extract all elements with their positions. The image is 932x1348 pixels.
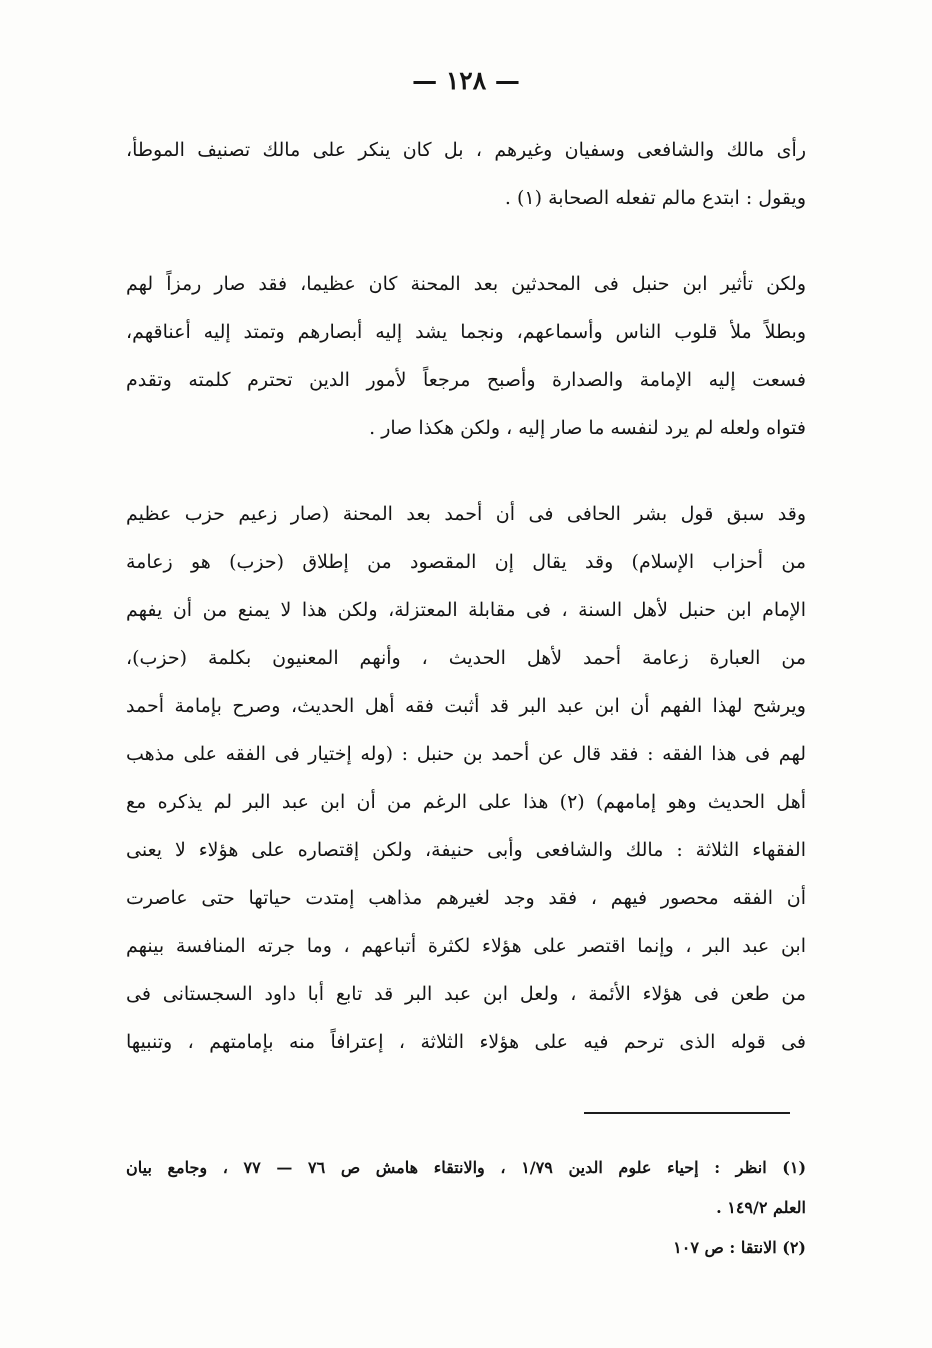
paragraph-1	[126, 126, 806, 222]
text-line: وبطلاً ملأ قلوب الناس وأسماعهم، ونجما يشد إليه أبصارهم وتمتد إليه أعناقهم،	[126, 321, 806, 343]
footnote-1-line-2: العلم ١٤٩/٢ .	[716, 1198, 806, 1217]
text-line: ولكن تأثير ابن حنبل فى المحدثين بعد المحنة كان عظيما، فقد صار رمزاً لهم	[126, 273, 806, 295]
body-text	[126, 126, 806, 1066]
text-line: من العبارة زعامة أحمد لأهل الحديث ، وأنهم المعنيون بكلمة (حزب)،	[126, 647, 806, 669]
text-line: أهل الحديث وهو إمامهم) (٢) هذا على الرغم من أن ابن عبد البر لم يذكره مع	[126, 791, 806, 813]
text-line: لهم فى هذا الفقه : فقد قال عن أحمد بن حنبل : (وله إختيار فى الفقه على مذهب	[126, 743, 806, 765]
paragraph-2	[126, 260, 806, 452]
footnote-1-line-1: (١) انظر : إحياء علوم الدين ١/٧٩ ، والانتقاء هامش ص ٧٦ — ٧٧ ، وجامع بيان	[126, 1158, 806, 1177]
paragraph-gap	[126, 222, 806, 260]
paragraph-3	[126, 490, 806, 1066]
text-line: من أحزاب الإسلام) وقد يقال إن المقصود من إطلاق (حزب) هو زعامة	[126, 551, 806, 573]
text-line: أن الفقه محصور فيهم ، فقد وجد لغيرهم مذاهب إمتدت حياتها حتى عاصرت	[126, 887, 806, 909]
text-line: فسعت إليه الإمامة والصدارة وأصبح مرجعاً لأمور الدين تحترم كلمته وتقدم	[126, 369, 806, 391]
text-line: من طعن فى هؤلاء الأئمة ، ولعل ابن عبد البر قد تابع أبا داود السجستانى فى	[126, 983, 806, 1005]
text-line: ويقول : ابتدع مالم تفعله الصحابة (١) .	[504, 187, 806, 209]
text-line: الفقهاء الثلاثة : مالك والشافعى وأبى حنيفة، ولكن إقتصاره على هؤلاء لا يعنى	[126, 839, 806, 861]
text-line: ابن عبد البر ، وإنما اقتصر على هؤلاء لكثرة أتباعهم ، وما جرته المنافسة بينهم	[126, 935, 806, 957]
text-line: فتواه ولعله لم يرد لنفسه ما صار إليه ، ولكن هكذا صار .	[369, 417, 806, 439]
text-line: ويرشح لهذا الفهم أن ابن عبد البر قد أثبت فقه أهل الحديث، وصرح بإمامة أحمد	[126, 695, 806, 717]
footnote-2: (٢) الانتقا : ص ١٠٧	[673, 1238, 806, 1257]
paragraph-gap	[126, 452, 806, 490]
text-line: رأى مالك والشافعى وسفيان وغيرهم ، بل كان ينكر على مالك تصنيف الموطأ،	[126, 139, 806, 161]
footnotes	[126, 1148, 806, 1268]
page-number: — ١٢٨ —	[412, 66, 520, 95]
text-line: الإمام ابن حنبل لأهل السنة ، فى مقابلة المعتزلة، ولكن هذا لا يمنع من أن يفهم	[126, 599, 806, 621]
text-line: فى قوله الذى ترحم فيه على هؤلاء الثلاثة ، إعترافاً منه بإمامتهم ، وتنبيها	[126, 1031, 806, 1053]
text-line: وقد سبق قول بشر الحافى فى أن أحمد بعد المحنة (صار زعيم حزب عظيم	[126, 503, 806, 525]
footnote-separator	[584, 1112, 790, 1114]
